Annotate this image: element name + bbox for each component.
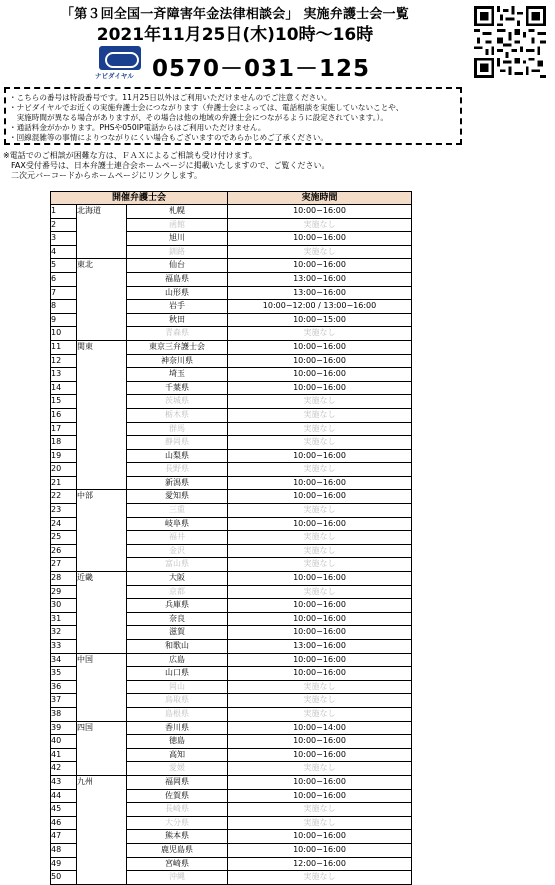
bar-association-name: 徳島: [127, 735, 228, 749]
row-number: 14: [51, 381, 77, 395]
row-number: 39: [51, 721, 77, 735]
consultation-time: 10:00−16:00: [228, 653, 412, 667]
bar-association-name: 沖縄: [127, 871, 228, 885]
header-bar-association: 開催弁護士会: [51, 192, 228, 205]
consultation-time: 13:00−16:00: [228, 286, 412, 300]
consultation-time: 10:00−16:00: [228, 626, 412, 640]
bar-association-name: 金沢: [127, 544, 228, 558]
row-number: 13: [51, 368, 77, 382]
consultation-time: 10:00−16:00: [228, 368, 412, 382]
bar-association-name: 岐阜県: [127, 517, 228, 531]
row-number: 30: [51, 599, 77, 613]
consultation-time: 13:00−16:00: [228, 272, 412, 286]
consultation-time: 10:00−16:00: [228, 830, 412, 844]
navi-dial-logo-text: ナビダイヤル: [95, 72, 134, 80]
row-number: 4: [51, 245, 77, 259]
row-number: 34: [51, 653, 77, 667]
page-title: 「第３回全国一斉障害年金法律相談会」 実施弁護士会一覧: [61, 7, 409, 22]
bar-association-name: 釧路: [127, 245, 228, 259]
row-number: 7: [51, 286, 77, 300]
consultation-time: 10:00−16:00: [228, 232, 412, 246]
bar-association-name: 新潟県: [127, 476, 228, 490]
consultation-time: 実施なし: [228, 436, 412, 450]
bar-association-name: 函館: [127, 218, 228, 232]
row-number: 18: [51, 436, 77, 450]
row-number: 19: [51, 449, 77, 463]
row-number: 2: [51, 218, 77, 232]
bar-association-name: 山口県: [127, 667, 228, 681]
bar-association-name: 旭川: [127, 232, 228, 246]
consultation-time: 実施なし: [228, 395, 412, 409]
bar-association-name: 福井: [127, 531, 228, 545]
consultation-time: 10:00−16:00: [228, 667, 412, 681]
row-number: 25: [51, 531, 77, 545]
row-number: 33: [51, 640, 77, 654]
row-number: 11: [51, 340, 77, 354]
row-number: 38: [51, 707, 77, 721]
region-cell: 北海道: [77, 205, 127, 259]
consultation-time: 10:00−16:00: [228, 259, 412, 273]
table-row: [51, 490, 412, 504]
consultation-time: 実施なし: [228, 558, 412, 572]
consultation-time: 10:00−14:00: [228, 721, 412, 735]
bar-association-name: 千葉県: [127, 381, 228, 395]
region-cell: 近畿: [77, 572, 127, 654]
consultation-time: 10:00−16:00: [228, 789, 412, 803]
notice-line: ・通話料金がかかります。PHSや050IP電話からはご利用いただけません。: [9, 123, 266, 132]
bar-association-name: 長崎県: [127, 803, 228, 817]
consultation-time: 10:00−15:00: [228, 313, 412, 327]
bar-association-name: 仙台: [127, 259, 228, 273]
consultation-time: 実施なし: [228, 762, 412, 776]
consultation-time: 実施なし: [228, 544, 412, 558]
row-number: 28: [51, 572, 77, 586]
row-number: 24: [51, 517, 77, 531]
consultation-time: 12:00−16:00: [228, 857, 412, 871]
row-number: 22: [51, 490, 77, 504]
bar-association-name: 奈良: [127, 612, 228, 626]
row-number: 27: [51, 558, 77, 572]
row-number: 47: [51, 830, 77, 844]
row-number: 10: [51, 327, 77, 341]
row-number: 36: [51, 680, 77, 694]
row-number: 45: [51, 803, 77, 817]
bar-association-name: 茨城県: [127, 395, 228, 409]
table-row: [51, 205, 412, 219]
row-number: 49: [51, 857, 77, 871]
consultation-time: 実施なし: [228, 408, 412, 422]
phone-number[interactable]: 0570－031－125: [152, 56, 371, 82]
table-body: [51, 205, 412, 885]
row-number: 40: [51, 735, 77, 749]
consultation-time: 10:00−16:00: [228, 490, 412, 504]
note-line: ※電話でのご相談が困難な方は、ＦＡＸによるご相談も受け付けます。: [3, 151, 258, 160]
bar-association-name: 愛媛: [127, 762, 228, 776]
bar-association-name: 大分県: [127, 816, 228, 830]
bar-association-name: 栃木県: [127, 408, 228, 422]
region-cell: 関東: [77, 340, 127, 490]
row-number: 46: [51, 816, 77, 830]
bar-association-name: 熊本県: [127, 830, 228, 844]
row-number: 26: [51, 544, 77, 558]
consultation-time: 実施なし: [228, 463, 412, 477]
row-number: 8: [51, 300, 77, 314]
region-cell: 中部: [77, 490, 127, 572]
consultation-time: 10:00−16:00: [228, 775, 412, 789]
region-cell: 九州: [77, 775, 127, 884]
consultation-time: 10:00−16:00: [228, 517, 412, 531]
row-number: 48: [51, 843, 77, 857]
row-number: 43: [51, 775, 77, 789]
row-number: 16: [51, 408, 77, 422]
row-number: 9: [51, 313, 77, 327]
bar-association-name: 高知: [127, 748, 228, 762]
bar-association-name: 大阪: [127, 572, 228, 586]
bar-association-name: 札幌: [127, 205, 228, 219]
table-row: [51, 775, 412, 789]
bar-association-name: 静岡県: [127, 436, 228, 450]
notice-line: 実施時間が異なる場合がありますが、その場合は他の地域の弁護士会につながるように設定されています。）。: [9, 113, 388, 122]
row-number: 6: [51, 272, 77, 286]
note-line: 二次元バーコードからホームページにリンクします。: [3, 171, 203, 180]
row-number: 17: [51, 422, 77, 436]
region-cell: 中国: [77, 653, 127, 721]
row-number: 50: [51, 871, 77, 885]
notice-line: ・回線混雑等の事情によりつながりにくい場合もございますのであらかじめご了承ください。: [9, 133, 328, 142]
bar-association-name: 富山県: [127, 558, 228, 572]
bar-association-name: 山形県: [127, 286, 228, 300]
table-row: [51, 653, 412, 667]
row-number: 35: [51, 667, 77, 681]
row-number: 12: [51, 354, 77, 368]
consultation-time: 10:00−16:00: [228, 612, 412, 626]
note-line: FAX受付番号は、日本弁護士連合会ホームページに掲載いたしますので、ご覧ください。: [3, 161, 330, 170]
row-number: 31: [51, 612, 77, 626]
event-date: 2021年11月25日(木)10時〜16時: [96, 25, 374, 45]
region-cell: 四国: [77, 721, 127, 775]
navi-dial-icon: [99, 46, 141, 70]
table-header-row: [51, 192, 412, 205]
bar-association-name: 青森県: [127, 327, 228, 341]
notice-line: ・こちらの番号は特設番号です。11月25日以外はご利用いただけませんのでご注意ください。: [9, 93, 332, 102]
bar-association-name: 愛知県: [127, 490, 228, 504]
bar-association-name: 京都: [127, 585, 228, 599]
row-number: 37: [51, 694, 77, 708]
bar-association-name: 山梨県: [127, 449, 228, 463]
row-number: 20: [51, 463, 77, 477]
row-number: 44: [51, 789, 77, 803]
navi-dial-logo: [95, 46, 145, 80]
row-number: 1: [51, 205, 77, 219]
bar-association-name: 広島: [127, 653, 228, 667]
consultation-time: 10:00−16:00: [228, 572, 412, 586]
consultation-time: 実施なし: [228, 218, 412, 232]
bar-association-name: 香川県: [127, 721, 228, 735]
bar-association-name: 福島県: [127, 272, 228, 286]
row-number: 32: [51, 626, 77, 640]
bar-association-name: 島根県: [127, 707, 228, 721]
row-number: 41: [51, 748, 77, 762]
consultation-time: 13:00−16:00: [228, 640, 412, 654]
fax-note: [3, 151, 330, 181]
table-row: [51, 340, 412, 354]
consultation-time: 実施なし: [228, 504, 412, 518]
bar-association-name: 長野県: [127, 463, 228, 477]
bar-association-name: 群馬: [127, 422, 228, 436]
consultation-time: 実施なし: [228, 422, 412, 436]
table-row: [51, 259, 412, 273]
consultation-time: 実施なし: [228, 585, 412, 599]
consultation-time: 実施なし: [228, 803, 412, 817]
region-cell: 東北: [77, 259, 127, 341]
bar-association-name: 鹿児島県: [127, 843, 228, 857]
consultation-time: 10:00−16:00: [228, 381, 412, 395]
table-row: [51, 572, 412, 586]
row-number: 5: [51, 259, 77, 273]
consultation-time: 10:00−16:00: [228, 449, 412, 463]
consultation-time: 実施なし: [228, 680, 412, 694]
row-number: 15: [51, 395, 77, 409]
consultation-time: 実施なし: [228, 816, 412, 830]
row-number: 42: [51, 762, 77, 776]
bar-association-name: 東京三弁護士会: [127, 340, 228, 354]
row-number: 21: [51, 476, 77, 490]
notice-box: [4, 87, 462, 145]
consultation-time: 実施なし: [228, 245, 412, 259]
bar-association-name: 鳥取県: [127, 694, 228, 708]
consultation-time: 10:00−16:00: [228, 340, 412, 354]
consultation-time: 10:00−12:00 / 13:00−16:00: [228, 300, 412, 314]
consultation-time: 実施なし: [228, 531, 412, 545]
table-row: [51, 721, 412, 735]
consultation-time: 10:00−16:00: [228, 748, 412, 762]
bar-association-name: 和歌山: [127, 640, 228, 654]
bar-association-name: 三重: [127, 504, 228, 518]
bar-association-name: 兵庫県: [127, 599, 228, 613]
bar-association-name: 宮崎県: [127, 857, 228, 871]
header-time: 実施時間: [228, 192, 412, 205]
notice-line: ・ナビダイヤルでお近くの実施弁護士会につながります（弁護士会によっては、電話相談を実施していないことや、: [9, 103, 404, 112]
consultation-time: 実施なし: [228, 707, 412, 721]
consultation-time: 実施なし: [228, 694, 412, 708]
consultation-time: 10:00−16:00: [228, 476, 412, 490]
bar-association-name: 秋田: [127, 313, 228, 327]
row-number: 23: [51, 504, 77, 518]
bar-association-name: 埼玉: [127, 368, 228, 382]
qr-code-icon[interactable]: [474, 6, 546, 78]
consultation-time: 実施なし: [228, 327, 412, 341]
bar-association-name: 岩手: [127, 300, 228, 314]
bar-association-name: 滋賀: [127, 626, 228, 640]
bar-association-name: 福岡県: [127, 775, 228, 789]
consultation-time: 10:00−16:00: [228, 599, 412, 613]
consultation-time: 実施なし: [228, 871, 412, 885]
consultation-time: 10:00−16:00: [228, 205, 412, 219]
consultation-time: 10:00−16:00: [228, 843, 412, 857]
row-number: 3: [51, 232, 77, 246]
consultation-time: 10:00−16:00: [228, 735, 412, 749]
bar-association-name: 神奈川県: [127, 354, 228, 368]
bar-association-name: 佐賀県: [127, 789, 228, 803]
row-number: 29: [51, 585, 77, 599]
consultation-time: 10:00−16:00: [228, 354, 412, 368]
bar-association-name: 岡山: [127, 680, 228, 694]
bar-association-table: [50, 191, 412, 885]
